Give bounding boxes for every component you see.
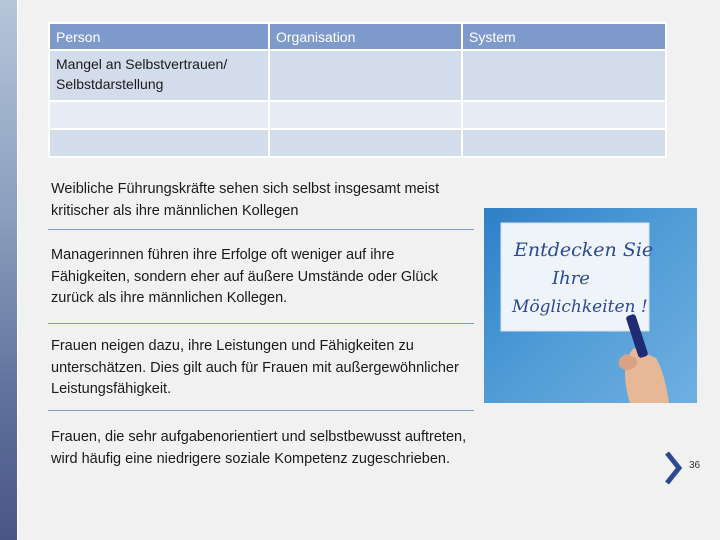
table-cell <box>269 101 462 129</box>
paragraph-3: Frauen neigen dazu, ihre Leistungen und Fähigkeiten zu unterschätzen. Dies gilt auch für Frauen mit außergewöhnlicher Leistungsfähigkeit. <box>51 338 459 397</box>
table-row <box>49 50 666 101</box>
table-row <box>49 129 666 157</box>
motivation-photo <box>484 208 697 403</box>
table-cell: Mangel an Selbstvertrauen/ Selbstdarstellung <box>49 50 269 101</box>
handwriting-line-1: Entdecken Sie <box>514 239 654 261</box>
handwriting-line-2: Ihre <box>552 268 590 289</box>
table-header-row <box>49 23 666 50</box>
paragraph-2: Managerinnen führen ihre Erfolge oft weniger auf ihre Fähigkeiten, sondern eher auf äußere Umstände oder Glück zurück als ihre männlichen Kollegen. <box>51 247 438 306</box>
table-cell <box>269 129 462 157</box>
header-person: Person <box>49 23 269 50</box>
page-number: 36 <box>689 460 701 471</box>
table-row <box>49 101 666 129</box>
table-cell <box>462 50 666 101</box>
comparison-table <box>48 22 667 158</box>
side-bar <box>0 0 17 540</box>
header-organisation: Organisation <box>269 23 462 50</box>
chevron-right-icon[interactable] <box>663 450 683 486</box>
divider-3 <box>48 410 474 411</box>
header-system: System <box>462 23 666 50</box>
paragraph-4: Frauen, die sehr aufgabenorientiert und selbstbewusst auftreten, wird häufig eine niedrigere soziale Kompetenz zugeschrieben. <box>51 429 467 467</box>
table-cell <box>462 129 666 157</box>
handwriting-line-3: Möglichkeiten ! <box>512 297 648 317</box>
table-cell <box>49 129 269 157</box>
table-cell <box>462 101 666 129</box>
side-divider <box>17 0 18 540</box>
divider-1 <box>48 229 474 230</box>
table-cell <box>49 101 269 129</box>
table-cell <box>269 50 462 101</box>
divider-2 <box>48 323 474 324</box>
paragraph-1: Weibliche Führungskräfte sehen sich selbst insgesamt meist kritischer als ihre männlichen Kollegen <box>51 181 440 219</box>
